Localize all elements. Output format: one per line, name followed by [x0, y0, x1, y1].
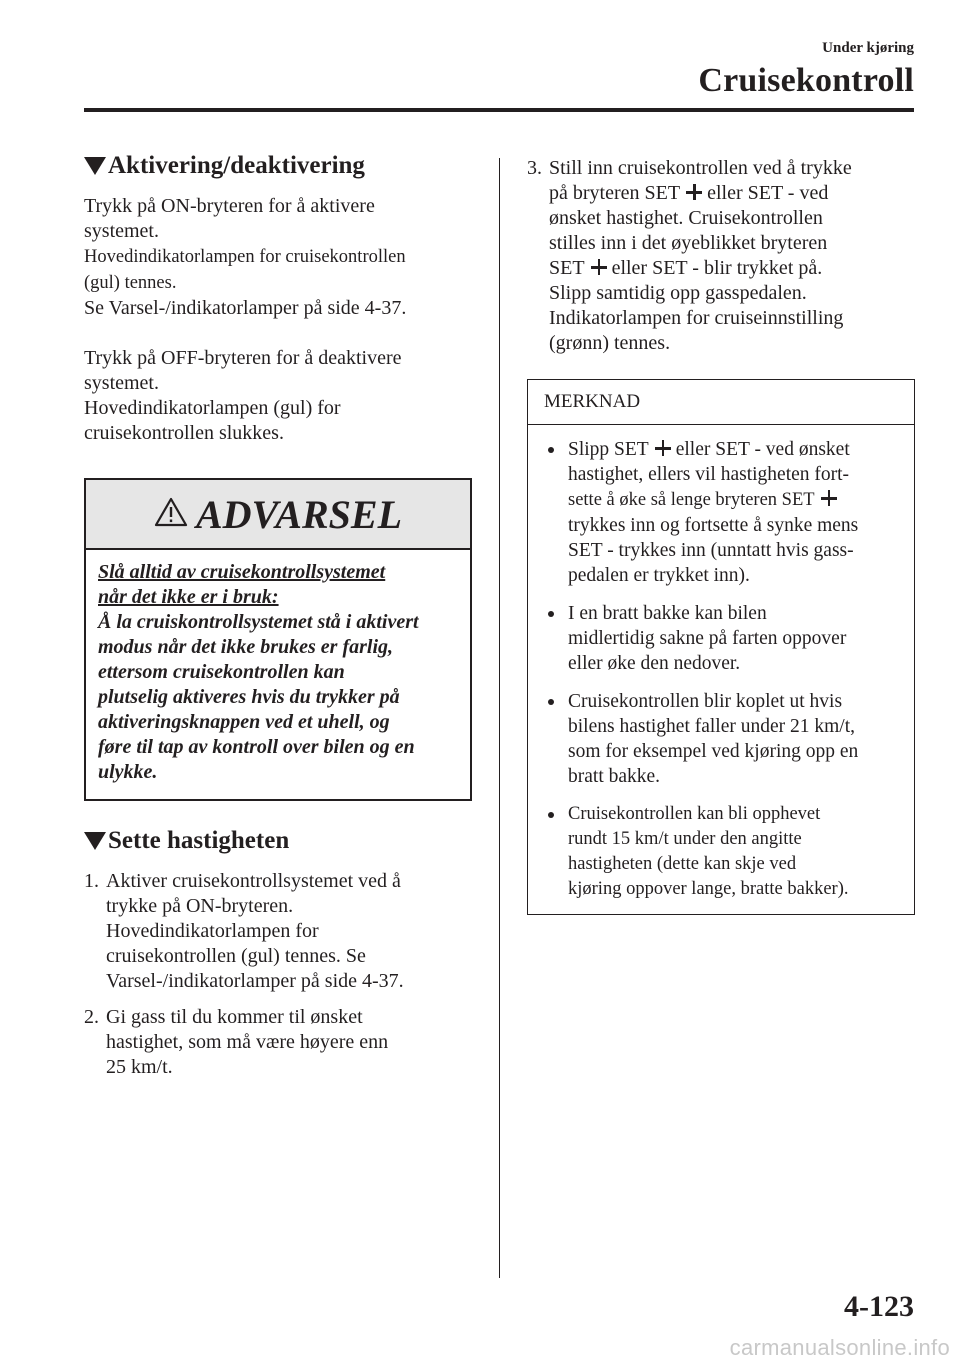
list-number: 2. [84, 1006, 99, 1028]
page-number: 4-123 [844, 1290, 914, 1323]
text-line: (grønn) tennes. [549, 332, 671, 354]
text-line: 25 km/t. [106, 1056, 173, 1078]
list-number: 3. [527, 157, 542, 179]
text-line: Indikatorlampen for cruiseinnstilling [549, 307, 844, 329]
header-rule [84, 108, 914, 112]
text-line: pedalen er trykket inn). [568, 565, 750, 586]
column-divider [499, 158, 500, 1278]
text-line: cruisekontrollen (gul) tennes. Se [106, 945, 366, 967]
right-column [527, 156, 915, 915]
bullet-dot-icon [548, 812, 554, 818]
text-line: eller SET - blir trykket på. [611, 257, 823, 279]
triangle-bullet-icon [84, 832, 106, 850]
text-line: bratt bakke. [568, 766, 661, 787]
note-body [528, 425, 914, 914]
text-line: I en bratt bakke kan bilen [568, 603, 767, 624]
bullet-dot-icon [548, 611, 554, 617]
text-line: systemet. [84, 220, 159, 242]
note-title: MERKNAD [528, 380, 914, 425]
text-line: kjøring oppover lange, bratte bakker). [568, 879, 849, 899]
text-line: Trykk på OFF-bryteren for å deaktivere [84, 347, 402, 369]
left-column [84, 152, 472, 1091]
warning-box [84, 478, 472, 801]
warning-triangle-icon [154, 497, 188, 532]
text-line: Hovedindikatorlampen for cruisekontrollen [84, 247, 406, 267]
text-line: som for eksempel ved kjøring opp en [568, 741, 859, 762]
text-line: cruisekontrollen slukkes. [84, 422, 284, 444]
warning-text: ettersom cruisekontrollen kan [98, 661, 345, 683]
warning-text: modus når det ikke brukes er farlig, [98, 636, 394, 658]
warning-heading: når det ikke er i bruk: [98, 586, 279, 608]
header-section-label: Under kjøring [822, 40, 914, 56]
text-line: SET - trykkes inn (unntatt hvis gass- [568, 540, 854, 561]
text-line: Cruisekontrollen blir koplet ut hvis [568, 691, 843, 712]
text-line: trykke på ON-bryteren. [106, 895, 294, 917]
text-line: Hovedindikatorlampen (gul) for [84, 397, 341, 419]
text-line: Slipp samtidig opp gasspedalen. [549, 282, 807, 304]
paragraph-activate [84, 194, 472, 321]
text-line: på bryteren SET [549, 182, 681, 204]
text-line: midlertidig sakne på farten oppover [568, 628, 847, 649]
plus-icon [821, 490, 837, 506]
page-title: Cruisekontroll [698, 62, 914, 99]
warning-header [86, 480, 470, 550]
warning-heading: Slå alltid av cruisekontrollsystemet [98, 561, 386, 583]
text-line: eller SET - ved [707, 182, 829, 204]
warning-text: aktiveringsknappen ved et uhell, og [98, 711, 390, 733]
section-title-text: Sette hastigheten [108, 827, 290, 854]
note-bullet [544, 689, 902, 789]
bullet-dot-icon [548, 699, 554, 705]
section-title-text: Aktivering/deaktivering [108, 152, 365, 179]
bullet-dot-icon [548, 447, 554, 453]
text-line: systemet. [84, 372, 159, 394]
text-line: Still inn cruisekontrollen ved å trykke [549, 157, 852, 179]
warning-text: ulykke. [98, 761, 158, 783]
text-line: rundt 15 km/t under den angitte [568, 829, 802, 849]
watermark: carmanualsonline.info [729, 1335, 950, 1360]
triangle-bullet-icon [84, 157, 106, 175]
text-line: ønsket hastighet. Cruisekontrollen [549, 207, 823, 229]
list-item [527, 156, 915, 356]
plus-icon [591, 259, 607, 275]
text-line: (gul) tennes. [84, 273, 177, 293]
text-line: Trykk på ON-bryteren for å aktivere [84, 195, 375, 217]
text-line: Hovedindikatorlampen for [106, 920, 319, 942]
warning-text: føre til tap av kontroll over bilen og en [98, 736, 415, 758]
text-line: hastighet, ellers vil hastigheten fort- [568, 464, 850, 485]
note-bullet [544, 802, 902, 902]
plus-icon [655, 440, 671, 456]
text-line: eller SET - ved ønsket [675, 439, 850, 460]
warning-text: Å la cruiskontrollsystemet stå i aktivert [98, 611, 419, 633]
list-item [84, 1005, 472, 1080]
note-bullet [544, 437, 902, 588]
list-item [84, 869, 472, 994]
text-line: Se Varsel-/indikatorlamper på side 4-37. [84, 297, 407, 319]
warning-title: ADVARSEL [196, 491, 402, 537]
plus-icon [686, 184, 702, 200]
text-line: trykkes inn og fortsette å synke mens [568, 515, 859, 536]
text-line: bilens hastighet faller under 21 km/t, [568, 716, 856, 737]
text-line: eller øke den nedover. [568, 653, 741, 674]
warning-body [86, 550, 470, 799]
note-bullet [544, 601, 902, 676]
text-line: SET [549, 257, 585, 279]
list-number: 1. [84, 870, 99, 892]
text-line: sette å øke så lenge bryteren SET [568, 490, 815, 510]
text-line: Varsel-/indikatorlamper på side 4-37. [106, 970, 404, 992]
text-line: Cruisekontrollen kan bli opphevet [568, 804, 821, 824]
section-heading-set-speed [84, 827, 472, 855]
text-line: stilles inn i det øyeblikket bryteren [549, 232, 828, 254]
text-line: hastighet, som må være høyere enn [106, 1031, 389, 1053]
section-heading-activation [84, 152, 472, 180]
text-line: Gi gass til du kommer til ønsket [106, 1006, 363, 1028]
text-line: Aktiver cruisekontrollsystemet ved å [106, 870, 401, 892]
text-line: Slipp SET [568, 439, 649, 460]
paragraph-deactivate [84, 346, 472, 446]
note-box [527, 379, 915, 915]
warning-text: plutselig aktiveres hvis du trykker på [98, 686, 400, 708]
text-line: hastigheten (dette kan skje ved [568, 854, 797, 874]
